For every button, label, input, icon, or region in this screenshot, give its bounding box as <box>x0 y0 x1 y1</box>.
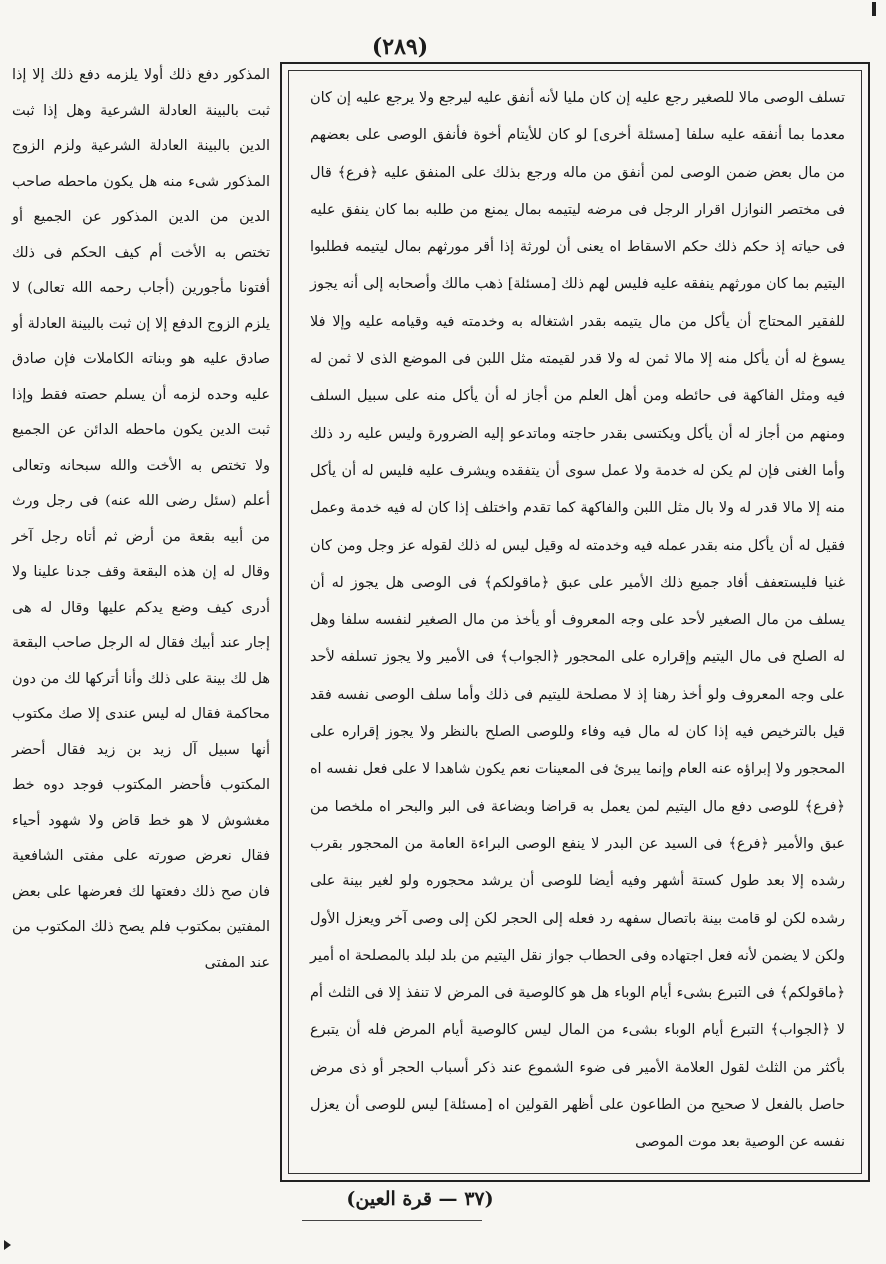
page-number: (٢٨٩) <box>371 34 429 60</box>
margin-pointer-mark <box>4 1240 11 1250</box>
footer-divider <box>302 1220 482 1221</box>
main-text-body: تسلف الوصى مالا للصغير رجع عليه إن كان مليا لأنه أنفق عليه ليرجع ولا يرجع عليه إن كان معدما بما أنفقه عليه سلفا [مسئلة أخرى] لو كان للأيتام أخوة فأنفق الوصى على بعضهم من مال بعض ضمن الوصى لمن أنفق من ماله ورجع بذلك على المنفق عليه ﴿فرع﴾ قال فى مختصر النوازل اقرار الرجل فى مرضه ليتيمه بمال يمنع من طلبه بما كان ينفق عليه فى حياته إذ حكم ذلك حكم الاسقاط اه يعنى أن لورثة إذا أقر مورثهم بمال ليتيمه فطلبوا اليتيم بما كان مورثهم ينفقه عليه فليس لهم ذلك [مسئلة] ذهب مالك وأصحابه إلى أنه يجوز للفقير المحتاج أن يأكل من مال يتيمه بقدر اشتغاله به وخدمته فيه وقيامه عليه وإلا فلا يسوغ له أن يأكل منه إلا مالا ثمن له ولا قدر لقيمته مثل اللبن فى الموضع الذى لا ثمن له فيه ومثل الفاكهة فى حائطه ومن أهل العلم من أجاز له أن يأكل منه على سبيل السلف ومنهم من أجاز له أن يأكل ويكتسى بقدر حاجته وماتدعو إليه الضرورة وليس عليه رد ذلك وأما الغنى فإن لم يكن له خدمة ولا عمل سوى أن يتفقده ويشرف عليه فليس له أن يأكل منه إلا مالا قدر له ولا بال مثل اللبن والفاكهة كما تقدم واختلف إذا كان له فيه خدمة وعمل فقيل له أن يأكل منه بقدر عمله فيه وخدمته له وقيل ليس له ذلك لقوله عز وجل ومن كان غنيا فليستعفف أفاد جميع ذلك الأمير على عبق ﴿ماقولكم﴾ فى الوصى هل يجوز له أن يسلف من مال الصغير لأحد على وجه المعروف أو يأخذ من مال الصغير لنفسه سلفا وهل له الصلح فى مال اليتيم وإقراره على المحجور ﴿الجواب﴾ فى الأمير ولا يجوز تسلفه لأحد على وجه المعروف ولو أخذ رهنا إذ لا مصلحة لليتيم فى ذلك وأما سلف الوصى نفسه فقد قيل بالترخيص فيه إذا كان له مال فيه وفاء وللوصى الصلح بالنظر ولا يجوز إقراره على المحجور ولا إبراؤه عنه العام وإنما يبرئ فى المعينات نعم يكون شاهدا لا على فعل نفسه اه ﴿فرع﴾ للوصى دفع مال اليتيم لمن يعمل به قراضا وبضاعة فى البر والبحر اه ملخصا من عبق والأمير ﴿فرع﴾ فى السيد عن البدر لا ينفع الوصى البراءة العامة من المحجور بقرب رشده إلا بعد طول كستة أشهر وفيه أيضا للوصى أن يرشد محجوره ولو لغير بينة على رشده لكن لو قامت بينة باتصال سفهه رد فعله إلى الحجر لكن إلى وصى آخر ويعزل الأول ولكن لا يضمن لأنه فعل اجتهاده وفى الحطاب جواز نقل اليتيم من بلد لبلد بالمصلحة اه أمير ﴿ماقولكم﴾ فى التبرع بشىء أيام الوباء هل هو كالوصية فى المرض لا تنفذ إلا فى الثلث أم لا ﴿الجواب﴾ التبرع أيام الوباء بشىء من المال ليس كالوصية أيام المرض فله أن يتبرع بأكثر من الثلث لقول العلامة الأمير فى ضوء الشموع عند ذكر أسباب الحجر أو ذى مرض حاصل بالفعل لا صحيح من الطاعون على أظهر القولين اه [مسئلة] ليس للوصى أن يعزل نفسه عن الوصية بعد موت الموصى <box>310 90 845 1151</box>
footer-signature: (٣٧ — قرة العين) <box>346 1188 494 1210</box>
corner-mark <box>872 2 876 16</box>
margin-commentary: المذكور دفع ذلك أولا يلزمه دفع ذلك إلا إذا ثبت بالبينة العادلة الشرعية وهل إذا ثبت الدين بالبينة العادلة الشرعية ولزم الزوج المذكور شىء منه هل يكون ماحطه صاحب الدين من الدين المذكور عن الجميع أو تختص به الأخت أم كيف الحكم فى ذلك أفتونا مأجورين (أجاب رحمه الله تعالى) لا يلزم الزوج الدفع إلا إن ثبت بالبينة العادلة أو صادق عليه هو وبناته الكاملات فإن صادق عليه وحده لزمه أن يسلم حصته فقط وإذا ثبت الدين يكون ماحطه الدائن عن الجميع ولا تختص به الأخت والله سبحانه وتعالى أعلم (سئل رضى الله عنه) فى رجل ورث من أبيه بقعة من أرض ثم أتاه رجل آخر وقال له إن هذه البقعة وقف جدنا علينا ولا أدرى كيف وضع يدكم عليها وقال له هى إجار عند أبيك فقال له الرجل صاحب البقعة هل لك بينة على ذلك وأنا أتركها لك من دون محاكمة فقال له ليس عندى إلا صك مكتوب أنها سبيل آل زيد بن زيد فقال أحضر المكتوب فأحضر المكتوب فوجد دوه خط مغشوش لا هو خط قاض ولا شهود أحياء فقال نعرض صورته على مفتى الشافعية فان صح ذلك دفعتها لك فعرضها على بعض المفتين بمكتوب فلم يصح ذلك المكتوب من عند المفتى <box>12 67 270 971</box>
